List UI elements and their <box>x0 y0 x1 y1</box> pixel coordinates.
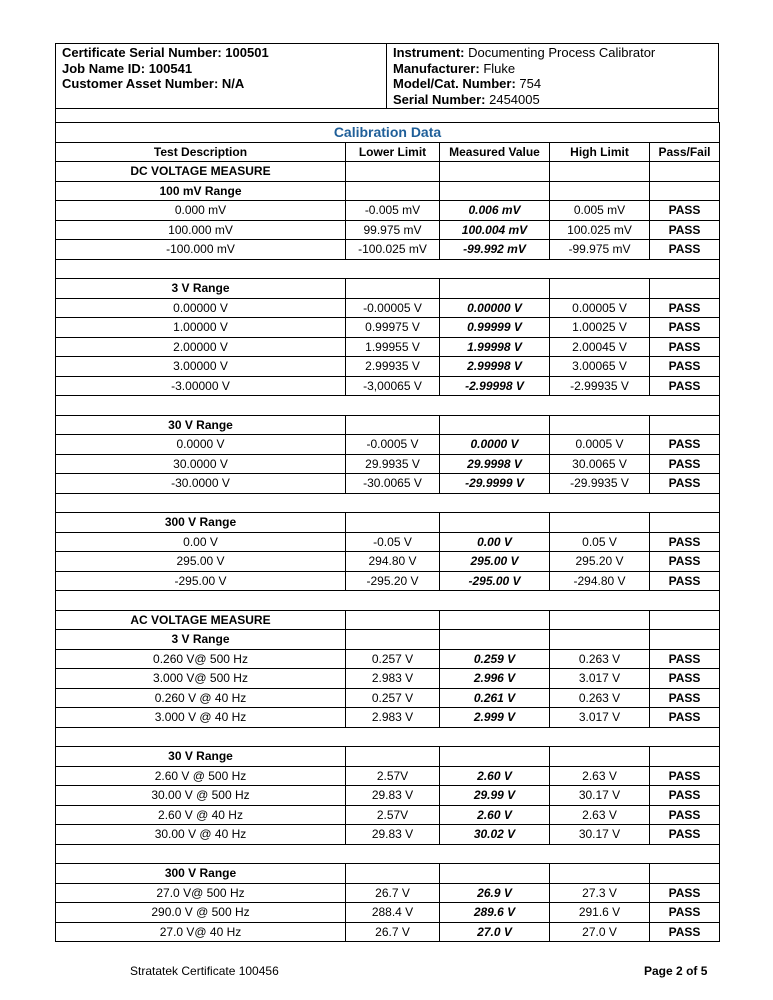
section-label: 30 V Range <box>56 415 346 435</box>
empty-cell <box>440 747 550 767</box>
section-label: 300 V Range <box>56 864 346 884</box>
pass-fail-cell: PASS <box>650 669 720 689</box>
section-row <box>56 415 720 435</box>
section-label: DC VOLTAGE MEASURE <box>56 162 346 182</box>
high-limit-cell: 3.017 V <box>550 669 650 689</box>
table-row <box>56 298 720 318</box>
footer-page-number: Page 2 of 5 <box>644 964 708 978</box>
empty-cell <box>550 630 650 650</box>
column-header: Measured Value <box>440 142 550 162</box>
pass-fail-cell: PASS <box>650 922 720 942</box>
column-header: Test Description <box>56 142 346 162</box>
pass-fail-cell: PASS <box>650 805 720 825</box>
certificate-serial-value: 100501 <box>225 45 269 60</box>
pass-fail-cell: PASS <box>650 552 720 572</box>
lower-limit-cell: 294.80 V <box>346 552 440 572</box>
pass-fail-cell: PASS <box>650 571 720 591</box>
blank-cell <box>56 844 720 864</box>
high-limit-cell: 0.00005 V <box>550 298 650 318</box>
measured-value-cell: 30.02 V <box>440 825 550 845</box>
pass-fail-cell: PASS <box>650 766 720 786</box>
table-row <box>56 474 720 494</box>
high-limit-cell: 3.017 V <box>550 708 650 728</box>
empty-cell <box>346 415 440 435</box>
high-limit-cell: 27.3 V <box>550 883 650 903</box>
pass-fail-cell: PASS <box>650 454 720 474</box>
pass-fail-cell: PASS <box>650 708 720 728</box>
empty-cell <box>550 747 650 767</box>
measured-value-cell: 0.0000 V <box>440 435 550 455</box>
empty-cell <box>650 181 720 201</box>
pass-fail-cell: PASS <box>650 337 720 357</box>
pass-fail-cell: PASS <box>650 532 720 552</box>
lower-limit-cell: -30.0065 V <box>346 474 440 494</box>
blank-row <box>56 396 720 416</box>
lower-limit-cell: 0.99975 V <box>346 318 440 338</box>
table-row <box>56 240 720 260</box>
measured-value-cell: 0.006 mV <box>440 201 550 221</box>
serial-number-value: 2454005 <box>489 91 540 107</box>
high-limit-cell: 2.63 V <box>550 766 650 786</box>
empty-cell <box>440 610 550 630</box>
lower-limit-cell: -0.0005 V <box>346 435 440 455</box>
pass-fail-cell: PASS <box>650 474 720 494</box>
empty-cell <box>550 864 650 884</box>
empty-cell <box>550 181 650 201</box>
high-limit-cell: 27.0 V <box>550 922 650 942</box>
manufacturer-line: Manufacturer: Fluke <box>393 60 516 76</box>
section-row <box>56 181 720 201</box>
test-description-cell: 290.0 V @ 500 Hz <box>56 903 346 923</box>
section-label: 3 V Range <box>56 279 346 299</box>
section-row <box>56 630 720 650</box>
measured-value-cell: 2.996 V <box>440 669 550 689</box>
lower-limit-cell: -0.00005 V <box>346 298 440 318</box>
measured-value-cell: 295.00 V <box>440 552 550 572</box>
blank-cell <box>56 396 720 416</box>
measured-value-cell: 0.00000 V <box>440 298 550 318</box>
blank-row <box>56 844 720 864</box>
test-description-cell: 100.000 mV <box>56 220 346 240</box>
header-right-column <box>387 44 718 108</box>
table-row <box>56 435 720 455</box>
empty-cell <box>550 513 650 533</box>
high-limit-cell: 2.00045 V <box>550 337 650 357</box>
table-row <box>56 805 720 825</box>
high-limit-cell: 30.17 V <box>550 825 650 845</box>
pass-fail-cell: PASS <box>650 649 720 669</box>
measured-value-cell: 29.99 V <box>440 786 550 806</box>
section-row <box>56 864 720 884</box>
test-description-cell: -3.00000 V <box>56 376 346 396</box>
blank-cell <box>56 259 720 279</box>
high-limit-cell: 295.20 V <box>550 552 650 572</box>
lower-limit-cell: 29.83 V <box>346 825 440 845</box>
certificate-header <box>55 43 719 109</box>
high-limit-cell: -29.9935 V <box>550 474 650 494</box>
table-row <box>56 688 720 708</box>
section-row <box>56 162 720 182</box>
high-limit-cell: 30.0065 V <box>550 454 650 474</box>
empty-cell <box>346 747 440 767</box>
lower-limit-cell: -0.05 V <box>346 532 440 552</box>
empty-cell <box>346 181 440 201</box>
test-description-cell: 0.000 mV <box>56 201 346 221</box>
measured-value-cell: 2.99998 V <box>440 357 550 377</box>
high-limit-cell: 1.00025 V <box>550 318 650 338</box>
empty-cell <box>650 864 720 884</box>
high-limit-cell: 100.025 mV <box>550 220 650 240</box>
lower-limit-cell: 29.9935 V <box>346 454 440 474</box>
measured-value-cell: 27.0 V <box>440 922 550 942</box>
empty-cell <box>650 415 720 435</box>
blank-row <box>56 493 720 513</box>
lower-limit-cell: 2.99935 V <box>346 357 440 377</box>
empty-cell <box>650 747 720 767</box>
test-description-cell: -295.00 V <box>56 571 346 591</box>
measured-value-cell: 0.99999 V <box>440 318 550 338</box>
table-row <box>56 903 720 923</box>
high-limit-cell: 30.17 V <box>550 786 650 806</box>
empty-cell <box>346 279 440 299</box>
blank-cell <box>56 493 720 513</box>
lower-limit-cell: 1.99955 V <box>346 337 440 357</box>
lower-limit-cell: 99.975 mV <box>346 220 440 240</box>
section-row <box>56 279 720 299</box>
test-description-cell: 1.00000 V <box>56 318 346 338</box>
lower-limit-cell: 2.57V <box>346 766 440 786</box>
empty-cell <box>346 513 440 533</box>
table-row <box>56 201 720 221</box>
measured-value-cell: 2.999 V <box>440 708 550 728</box>
model-line: Model/Cat. Number: 754 <box>393 76 542 91</box>
empty-cell <box>550 279 650 299</box>
pass-fail-cell: PASS <box>650 220 720 240</box>
lower-limit-cell: 0.257 V <box>346 649 440 669</box>
measured-value-cell: -2.99998 V <box>440 376 550 396</box>
lower-limit-cell: 2.983 V <box>346 669 440 689</box>
measured-value-cell: 29.9998 V <box>440 454 550 474</box>
test-description-cell: 295.00 V <box>56 552 346 572</box>
empty-cell <box>346 864 440 884</box>
lower-limit-cell: 2.57V <box>346 805 440 825</box>
pass-fail-cell: PASS <box>650 240 720 260</box>
test-description-cell: 0.00000 V <box>56 298 346 318</box>
table-row <box>56 357 720 377</box>
test-description-cell: 27.0 V@ 40 Hz <box>56 922 346 942</box>
test-description-cell: -100.000 mV <box>56 240 346 260</box>
empty-cell <box>440 415 550 435</box>
table-row <box>56 786 720 806</box>
test-description-cell: 3.00000 V <box>56 357 346 377</box>
pass-fail-cell: PASS <box>650 435 720 455</box>
pass-fail-cell: PASS <box>650 201 720 221</box>
lower-limit-cell: 0.257 V <box>346 688 440 708</box>
measured-value-cell: 2.60 V <box>440 805 550 825</box>
high-limit-cell: 0.05 V <box>550 532 650 552</box>
empty-cell <box>650 279 720 299</box>
blank-cell <box>56 591 720 611</box>
section-row <box>56 513 720 533</box>
customer-asset-value: N/A <box>221 76 245 91</box>
high-limit-cell: 291.6 V <box>550 903 650 923</box>
table-row <box>56 376 720 396</box>
blank-row <box>56 259 720 279</box>
table-row <box>56 708 720 728</box>
pass-fail-cell: PASS <box>650 357 720 377</box>
lower-limit-cell: -3,00065 V <box>346 376 440 396</box>
section-label: 3 V Range <box>56 630 346 650</box>
empty-cell <box>550 162 650 182</box>
customer-asset-line: Customer Asset Number: N/A <box>62 76 245 91</box>
test-description-cell: 0.00 V <box>56 532 346 552</box>
test-description-cell: 3.000 V @ 40 Hz <box>56 708 346 728</box>
table-row <box>56 571 720 591</box>
table-title: Calibration Data <box>56 123 720 143</box>
measured-value-cell: -295.00 V <box>440 571 550 591</box>
test-description-cell: 30.00 V @ 500 Hz <box>56 786 346 806</box>
table-row <box>56 220 720 240</box>
header-left-column <box>56 44 387 108</box>
empty-cell <box>650 610 720 630</box>
model-value: 754 <box>519 76 542 91</box>
test-description-cell: 30.00 V @ 40 Hz <box>56 825 346 845</box>
manufacturer-value: Fluke <box>483 60 516 76</box>
empty-cell <box>650 513 720 533</box>
column-header: Lower Limit <box>346 142 440 162</box>
measured-value-cell: 2.60 V <box>440 766 550 786</box>
measured-value-cell: 100.004 mV <box>440 220 550 240</box>
lower-limit-cell: 288.4 V <box>346 903 440 923</box>
empty-cell <box>650 162 720 182</box>
table-row <box>56 649 720 669</box>
measured-value-cell: -29.9999 V <box>440 474 550 494</box>
test-description-cell: 0.260 V @ 40 Hz <box>56 688 346 708</box>
measured-value-cell: 26.9 V <box>440 883 550 903</box>
section-label: AC VOLTAGE MEASURE <box>56 610 346 630</box>
empty-cell <box>440 864 550 884</box>
lower-limit-cell: -100.025 mV <box>346 240 440 260</box>
pass-fail-cell: PASS <box>650 786 720 806</box>
lower-limit-cell: 26.7 V <box>346 883 440 903</box>
high-limit-cell: -2.99935 V <box>550 376 650 396</box>
pass-fail-cell: PASS <box>650 883 720 903</box>
test-description-cell: 2.60 V @ 500 Hz <box>56 766 346 786</box>
blank-row <box>56 591 720 611</box>
empty-cell <box>550 415 650 435</box>
pass-fail-cell: PASS <box>650 318 720 338</box>
empty-cell <box>346 630 440 650</box>
pass-fail-cell: PASS <box>650 825 720 845</box>
table-row <box>56 454 720 474</box>
table-row <box>56 532 720 552</box>
test-description-cell: 0.0000 V <box>56 435 346 455</box>
empty-cell <box>440 630 550 650</box>
table-row <box>56 883 720 903</box>
section-label: 30 V Range <box>56 747 346 767</box>
instrument-value: Documenting Process Calibrator <box>468 45 656 60</box>
section-row <box>56 610 720 630</box>
pass-fail-cell: PASS <box>650 298 720 318</box>
spacer-band <box>55 108 719 123</box>
column-header: High Limit <box>550 142 650 162</box>
measured-value-cell: 0.261 V <box>440 688 550 708</box>
table-title-row <box>56 123 720 143</box>
lower-limit-cell: 26.7 V <box>346 922 440 942</box>
test-description-cell: 2.00000 V <box>56 337 346 357</box>
column-header: Pass/Fail <box>650 142 720 162</box>
high-limit-cell: -99.975 mV <box>550 240 650 260</box>
measured-value-cell: 0.00 V <box>440 532 550 552</box>
high-limit-cell: 3.00065 V <box>550 357 650 377</box>
empty-cell <box>650 630 720 650</box>
job-name-line: Job Name ID: 100541 <box>62 60 193 76</box>
table-row <box>56 825 720 845</box>
high-limit-cell: 0.005 mV <box>550 201 650 221</box>
empty-cell <box>440 181 550 201</box>
pass-fail-cell: PASS <box>650 688 720 708</box>
test-description-cell: 3.000 V@ 500 Hz <box>56 669 346 689</box>
measured-value-cell: 289.6 V <box>440 903 550 923</box>
empty-cell <box>550 610 650 630</box>
measured-value-cell: 0.259 V <box>440 649 550 669</box>
footer-certificate: Stratatek Certificate 100456 <box>130 964 279 978</box>
high-limit-cell: 0.0005 V <box>550 435 650 455</box>
high-limit-cell: 2.63 V <box>550 805 650 825</box>
lower-limit-cell: -295.20 V <box>346 571 440 591</box>
lower-limit-cell: 29.83 V <box>346 786 440 806</box>
blank-cell <box>56 727 720 747</box>
pass-fail-cell: PASS <box>650 903 720 923</box>
empty-cell <box>346 162 440 182</box>
lower-limit-cell: -0.005 mV <box>346 201 440 221</box>
measured-value-cell: -99.992 mV <box>440 240 550 260</box>
pass-fail-cell: PASS <box>650 376 720 396</box>
section-label: 300 V Range <box>56 513 346 533</box>
table-row <box>56 922 720 942</box>
empty-cell <box>440 513 550 533</box>
table-row <box>56 669 720 689</box>
high-limit-cell: 0.263 V <box>550 649 650 669</box>
table-row <box>56 318 720 338</box>
high-limit-cell: 0.263 V <box>550 688 650 708</box>
instrument-line: Instrument: Documenting Process Calibrator <box>393 45 656 60</box>
calibration-data-table <box>55 122 720 942</box>
section-row <box>56 747 720 767</box>
table-row <box>56 337 720 357</box>
high-limit-cell: -294.80 V <box>550 571 650 591</box>
empty-cell <box>440 162 550 182</box>
certificate-serial-line: Certificate Serial Number: 100501 <box>62 45 269 60</box>
table-row <box>56 766 720 786</box>
empty-cell <box>440 279 550 299</box>
measured-value-cell: 1.99998 V <box>440 337 550 357</box>
test-description-cell: 30.0000 V <box>56 454 346 474</box>
test-description-cell: 2.60 V @ 40 Hz <box>56 805 346 825</box>
table-row <box>56 552 720 572</box>
serial-number-line: Serial Number: 2454005 <box>393 91 540 107</box>
section-label: 100 mV Range <box>56 181 346 201</box>
test-description-cell: 27.0 V@ 500 Hz <box>56 883 346 903</box>
lower-limit-cell: 2.983 V <box>346 708 440 728</box>
column-header-row <box>56 142 720 162</box>
job-name-value: 100541 <box>148 60 193 76</box>
empty-cell <box>346 610 440 630</box>
test-description-cell: 0.260 V@ 500 Hz <box>56 649 346 669</box>
blank-row <box>56 727 720 747</box>
test-description-cell: -30.0000 V <box>56 474 346 494</box>
